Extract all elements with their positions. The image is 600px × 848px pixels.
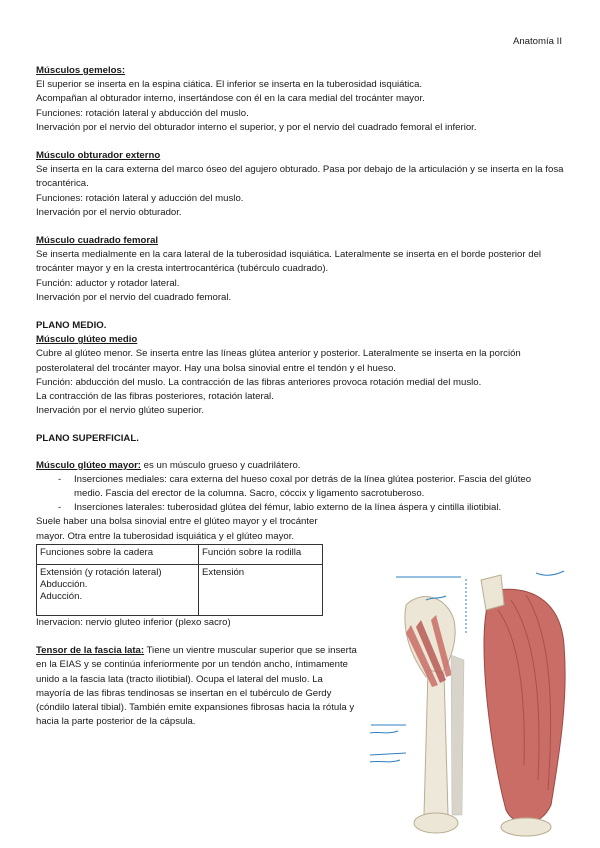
hip-muscles-image [366,565,571,838]
text-line: Inervación por el nervio del obturador interno el superior, y por el nervio del cuadrado femoral el inferior. [36,121,477,133]
knee-shape [501,818,551,836]
gluteo-mayor-intro [36,459,566,473]
section-gemelos [36,64,566,135]
tensor-body: Tiene un vientre muscular superior que se inserta en la EIAS y se continúa inferiormente por un tendón ancho, íntimamente unido a la fascia lata (tracto iliotibial). Ocupa el lateral del muslo. La mayoría de las fibras tendinosas se insertan en el tubérculo de Gerdy (cóndilo lateral tibial). También emite expansiones fibrosas hacia la rótula y hacia la parte posterior de la cápsula. [36,645,357,728]
text-line: Se inserta medialmente en la cara lateral de la tuberosidad isquiática. Lateralmente se inserta en el borde posterior del trocánter mayor y en la cresta intertrocantérica (tubérculo cuadrado). [36,249,542,275]
heading-gemelos: Músculos gemelos: [36,65,126,76]
text-line: Función: abducción del muslo. La contracción de las fibras anteriores provoca rotación medial del muslo. [36,376,482,388]
text-line: Acompañan al obturador interno, insertándose con él en la cara medial del trocánter mayor. [36,93,425,105]
inervacion-text: Inervacion: nervio gluteo inferior (plexo sacro) [36,616,231,628]
text-line: Inervación por el nervio del cuadrado femoral. [36,291,232,303]
page-header: Anatomía II [512,36,562,47]
text-line: Inervación por el nervio obturador. [36,206,182,218]
table-header-row [37,544,323,564]
annotation-scribble [370,760,400,762]
text-line: Se inserta en la cara externa del marco óseo del agujero obturado. Pasa por debajo de la articulación y se inserta en la fosa trocantérica. [36,164,564,190]
annotation-line [370,753,406,755]
text-line: Funciones: rotación lateral y aducción del muslo. [36,192,244,204]
table-cell-rodilla: Extensión [199,564,323,615]
list-item: - Inserciones laterales: tuberosidad glútea del fémur, labio externo de la línea áspera y cintilla iliotibial. [74,501,566,515]
annotation-scribble [536,571,564,575]
knee-shape [414,813,458,833]
heading-obturador: Músculo obturador externo [36,150,161,162]
gluteo-mayor-intro-text: es un músculo grueso y cuadrilátero. [141,459,301,471]
cell-line: Aducción. [40,590,83,602]
section-plano-superficial [36,432,566,446]
table-header-cell: Funciones sobre la cadera [37,544,199,564]
text-line: Funciones: rotación lateral y abducción del muslo. [36,107,249,119]
section-gluteo-medio [36,319,566,418]
text-line: Inervación por el nervio glúteo superior. [36,405,204,417]
tensor-text [36,644,358,729]
annotation-scribble [370,731,398,733]
heading-gluteo-mayor: Músculo glúteo mayor: [36,459,142,471]
femur-shape [424,670,448,824]
text-line: Cubre al glúteo menor. Se inserta entre las líneas glútea anterior y posterior. Lateralmente se inserta en la porción posterolateral del trocánter mayor. Hay una bolsa sinovial entre el tendón y el hueso. [36,348,521,374]
text-line: El superior se inserta en la espina ciática. El inferior se inserta en la tuberosidad isquiática. [36,79,423,91]
cell-line: Extensión (y rotación lateral) [40,566,162,578]
text-line: La contracción de las fibras posteriores, rotación lateral. [36,391,274,403]
functions-table [36,544,323,616]
table-cell-cadera [37,564,199,615]
sacrum-shape [481,575,504,610]
table-row [37,564,323,615]
heading-gluteo-medio: Músculo glúteo medio [36,334,138,346]
heading-cuadrado: Músculo cuadrado femoral [36,235,159,247]
iliotibial-tract [451,655,464,815]
table-header-cell: Función sobre la rodilla [199,544,323,564]
section-cuadrado [36,234,566,305]
list-item: - Inserciones mediales: cara externa del hueso coxal por detrás de la línea glútea posterior. Fascia del glúteo medio. Fascia del erector de la columna. Sacro, cóccix y ligamento sacrotuberoso. [74,473,566,501]
gluteus-maximus-shape [484,589,565,823]
heading-plano-medio: PLANO MEDIO. [36,320,107,332]
section-obturador [36,149,566,220]
anatomy-illustration [366,565,571,838]
insertions-list [36,473,566,516]
heading-plano-superficial: PLANO SUPERFICIAL. [36,433,139,445]
cell-line: Abducción. [40,578,88,590]
bolsa-text: Suele haber una bolsa sinovial entre el glúteo mayor y el trocánter mayor. Otra entre la tuberosidad isquiática y el glúteo mayor. [36,516,318,542]
heading-tensor: Tensor de la fascia lata: [36,645,145,657]
text-line: Función: aductor y rotador lateral. [36,277,180,289]
